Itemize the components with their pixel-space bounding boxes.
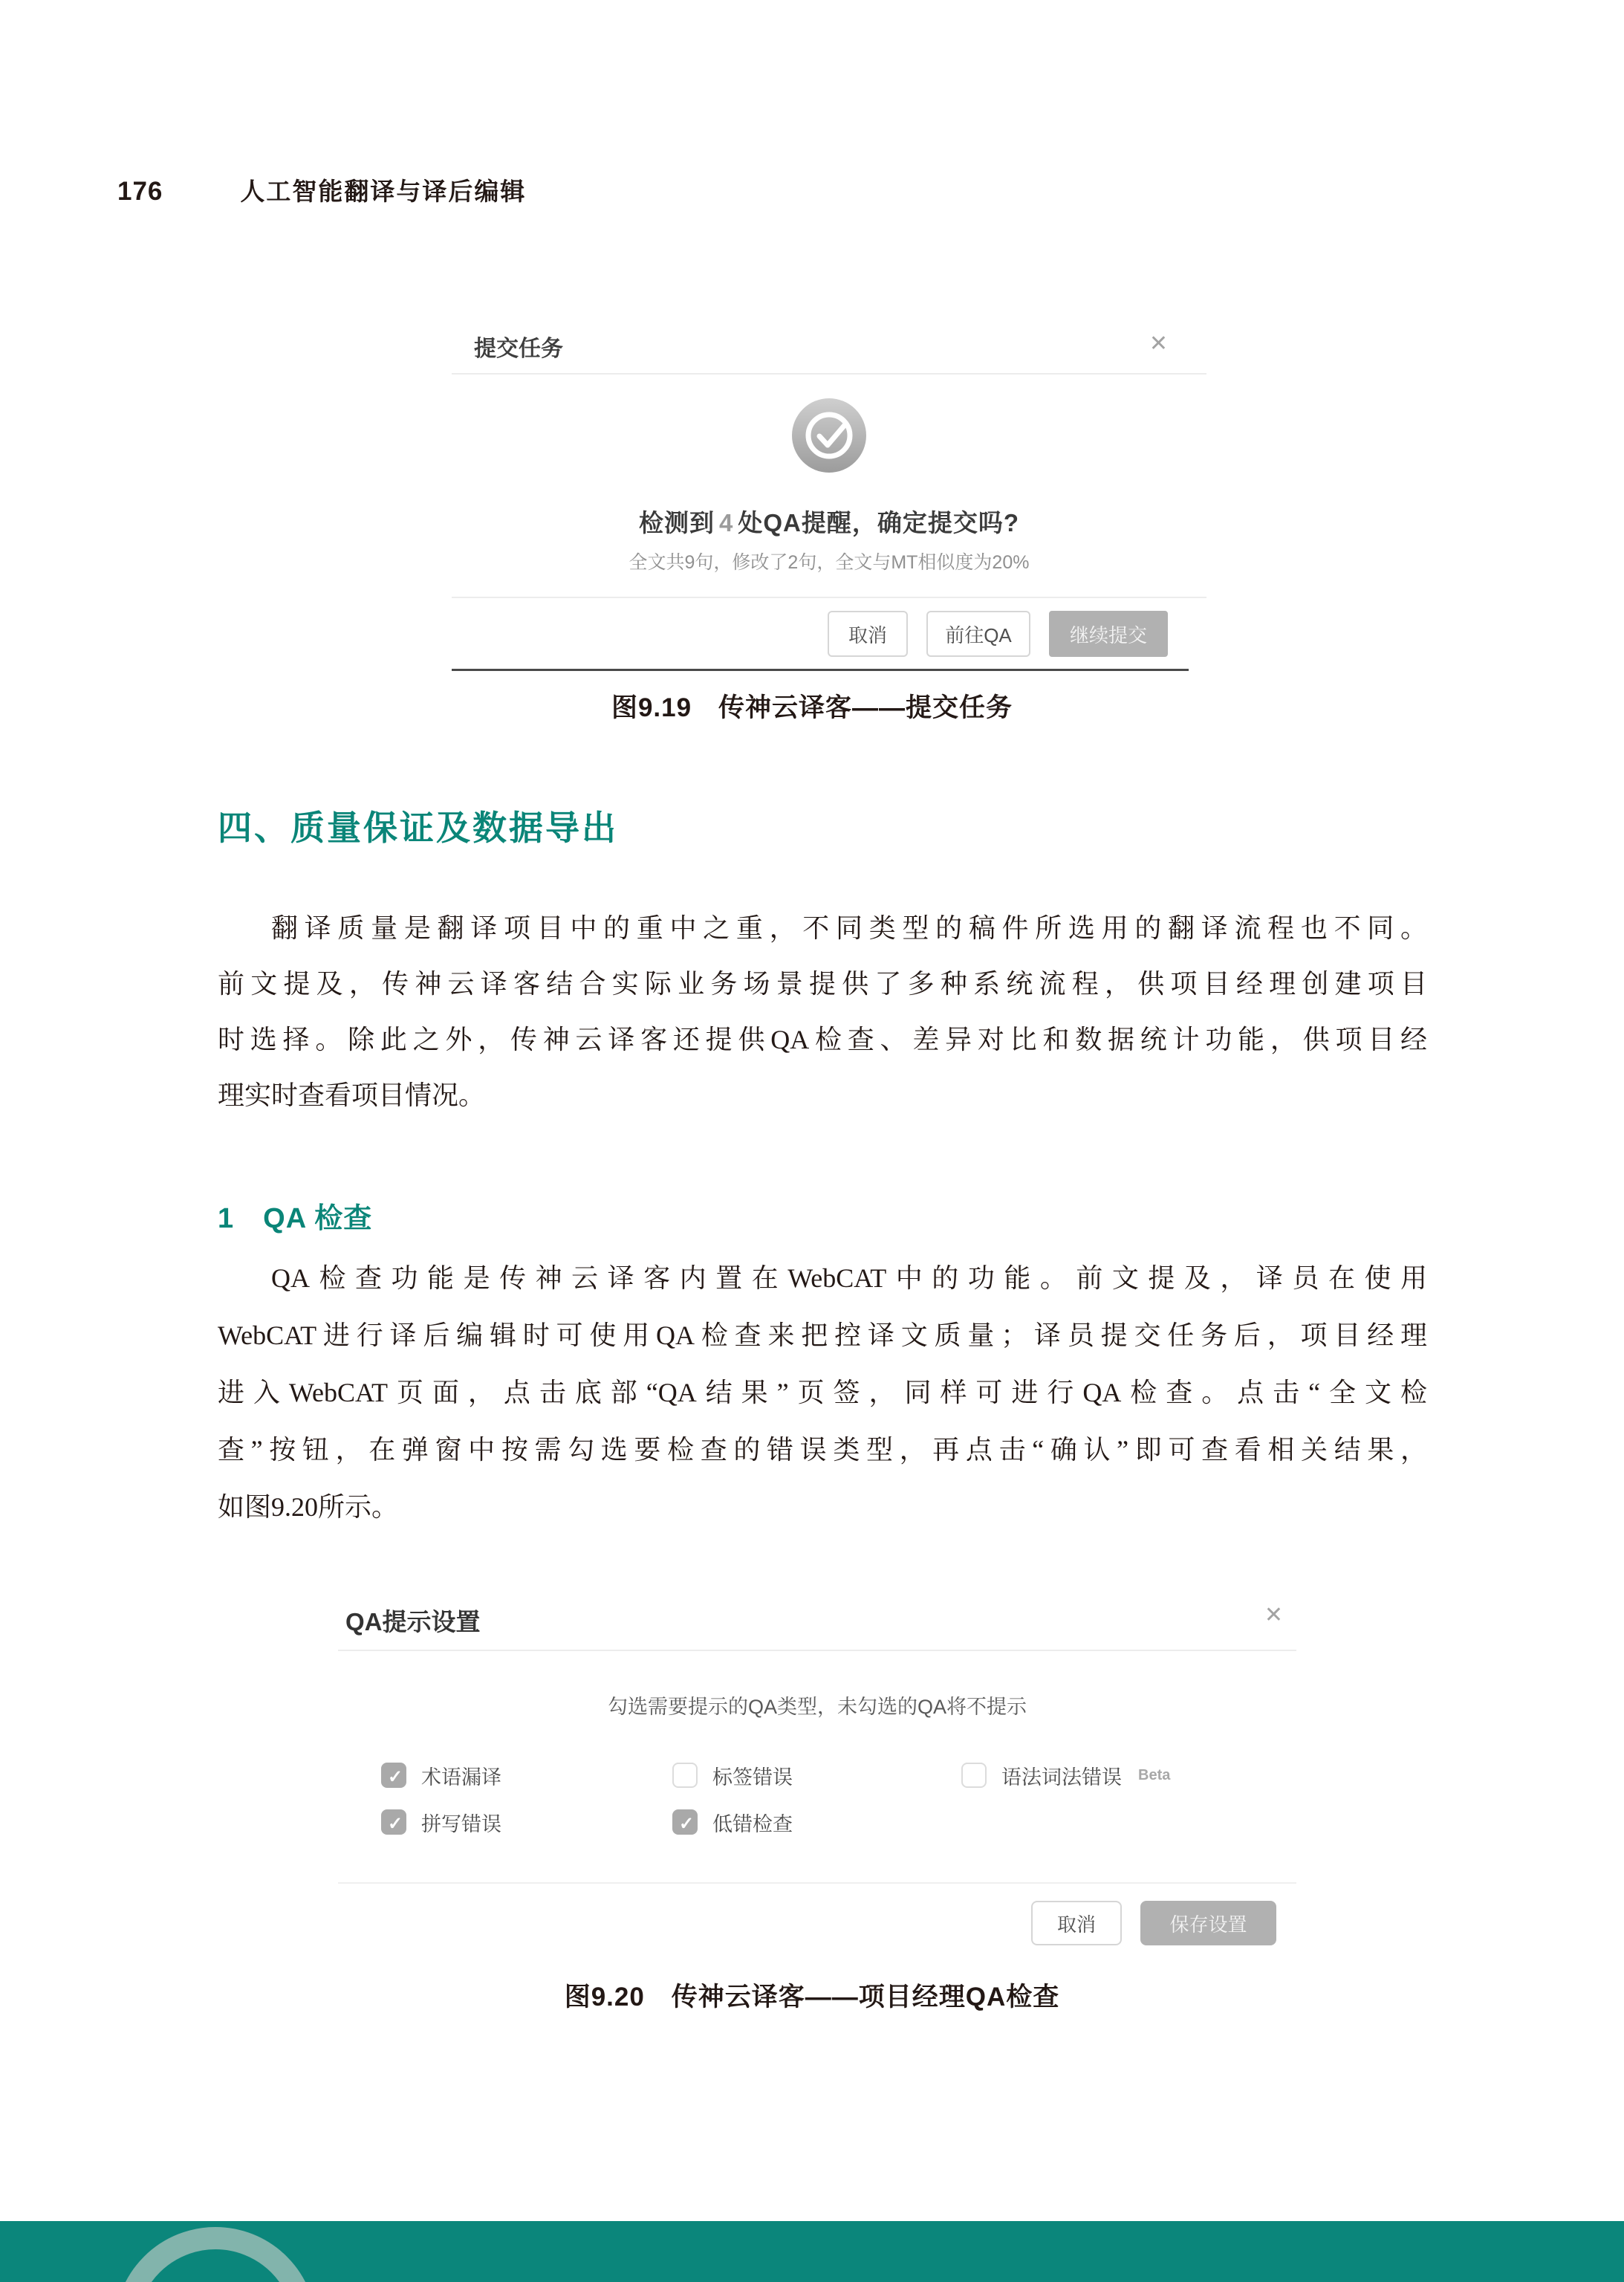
checkbox-icon[interactable] [672,1809,698,1835]
checkbox-label: 术语漏译 [421,1766,501,1789]
checkbox-tag-error[interactable] [672,1763,793,1788]
section-heading: 四、质量保证及数据导出 [218,808,618,847]
checkbox-grammar-error[interactable] [961,1763,1170,1788]
qa-count: 4 [718,509,734,537]
body-line: 进入WebCAT页面，点击底部“QA结果”页签，同样可进行QA检查。点击“全文检 [218,1378,1427,1407]
beta-badge: Beta [1138,1766,1171,1783]
body-line: 翻译质量是翻译项目中的重中之重，不同类型的稿件所选用的翻译流程也不同。 [271,913,1427,943]
close-icon[interactable]: ✕ [1149,331,1168,356]
body-line: QA检查功能是传神云译客内置在WebCAT中的功能。前文提及，译员在使用 [271,1263,1427,1293]
dialog-title: 提交任务 [474,337,563,361]
goto-qa-button[interactable]: 前往QA [926,611,1030,657]
screenshot-bottom-edge [452,669,1189,671]
dialog-instruction: 勾选需要提示的QA类型，未勾选的QA将不提示 [607,1696,1027,1718]
body-line: 前文提及，传神云译客结合实际业务场景提供了多种系统流程，供项目经理创建项目 [218,969,1427,999]
check-circle-icon [790,397,868,474]
continue-submit-button[interactable]: 继续提交 [1049,611,1168,657]
checkbox-icon[interactable] [381,1809,406,1835]
checkbox-minor-error-check[interactable] [672,1809,793,1835]
dialog-subtext: 全文共9句，修改了2句，全文与MT相似度为20% [629,552,1030,573]
body-line: 理实时查看项目情况。 [218,1080,486,1110]
dialog-button-row [338,1901,1296,1945]
dialog-button-row [452,611,1206,657]
paragraph-1 [218,901,1427,1124]
submit-task-dialog [452,320,1206,675]
message-prefix: 检测到 [638,509,715,537]
footer-band [0,2221,1624,2282]
figure-caption-9-19: 图9.19 传神云译客——提交任务 [611,693,1013,722]
body-line: 查”按钮，在弹窗中按需勾选要检查的错误类型，再点击“确认”即可查看相关结果， [218,1435,1427,1465]
checkbox-label: 标签错误 [712,1766,793,1789]
cancel-button[interactable]: 取消 [828,611,908,657]
checkbox-icon[interactable] [961,1763,987,1788]
body-line: WebCAT进行译后编辑时可使用QA检查来把控译文质量；译员提交任务后，项目经理 [218,1320,1427,1350]
running-head [117,172,526,207]
cancel-button[interactable]: 取消 [1031,1901,1122,1945]
subsection-heading: 1 QA 检查 [218,1203,373,1234]
checkbox-icon[interactable] [672,1763,698,1788]
message-suffix: 处QA提醒，确定提交吗? [738,509,1020,537]
qa-settings-dialog [338,1594,1296,1965]
checkbox-spelling-error[interactable] [381,1809,501,1835]
divider [338,1882,1296,1884]
ring-motif [0,2221,371,2282]
checkbox-label: 语法词法错误 [1001,1766,1122,1789]
checkbox-icon[interactable] [381,1763,406,1788]
divider [452,597,1206,598]
paragraph-2 [218,1250,1427,1536]
save-settings-button[interactable]: 保存设置 [1140,1901,1276,1945]
book-title: 人工智能翻译与译后编辑 [240,179,527,206]
checkbox-term-omission[interactable] [381,1763,501,1788]
dialog-title: QA提示设置 [345,1608,481,1636]
body-line: 如图9.20所示。 [218,1492,399,1522]
divider [452,373,1206,375]
page-number: 176 [117,177,163,206]
close-icon[interactable]: ✕ [1264,1603,1283,1627]
dialog-message [452,504,1206,539]
figure-caption-9-20: 图9.20 传神云译客——项目经理QA检查 [564,1983,1060,2012]
checkbox-label: 拼写错误 [421,1812,501,1835]
divider [338,1650,1296,1651]
body-line: 时选择。除此之外，传神云译客还提供QA检查、差异对比和数据统计功能，供项目经 [218,1025,1427,1054]
checkbox-label: 低错检查 [712,1812,793,1835]
